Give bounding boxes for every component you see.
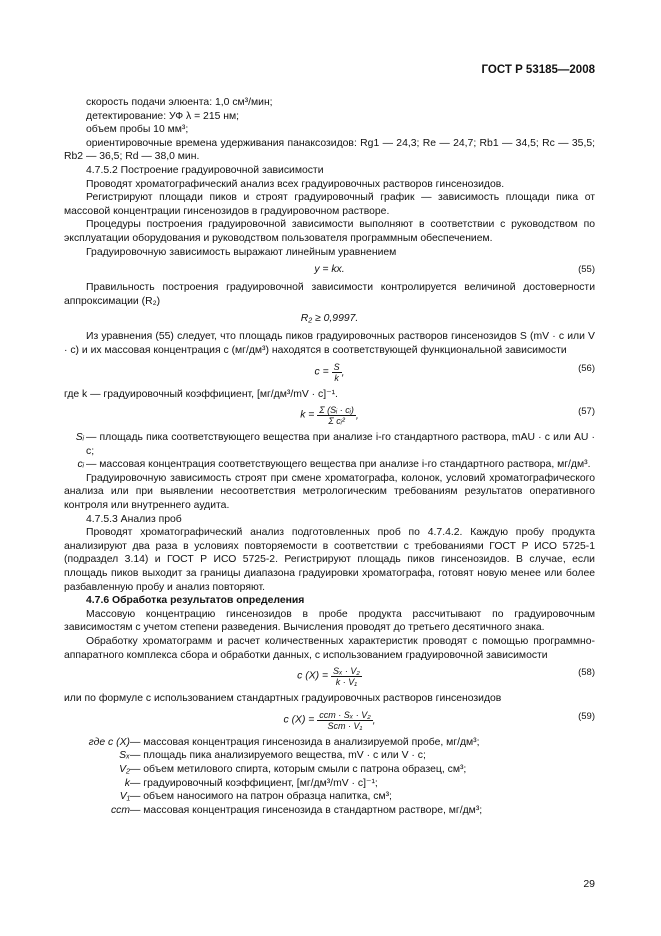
definition-si xyxy=(64,431,595,458)
where-text: — объем наносимого на патрон образца напитка, см³; xyxy=(130,791,392,803)
where-item xyxy=(64,736,595,750)
where-symbol: где c (X) xyxy=(88,736,130,748)
equation-text: R₂ ≥ 0,9997. xyxy=(300,313,359,325)
fraction xyxy=(331,666,362,687)
where-item xyxy=(64,777,595,791)
section-heading: 4.7.5.2 Построение градуировочной зависимости xyxy=(86,164,324,176)
definition-symbol: Sᵢ xyxy=(75,432,84,444)
definition-symbol: cᵢ xyxy=(77,459,84,471)
paragraph: Обработку хроматограмм и расчет количественных характеристик проводят с помощью программно-аппаратного комплекса сбора и обработки данных, с использованием градуировочной зависимости xyxy=(64,636,595,661)
document-page xyxy=(64,0,595,936)
where-symbol: Sₓ xyxy=(119,750,130,762)
paragraph: Проводят хроматографический анализ всех градуировочных растворов гинсенозидов. xyxy=(86,178,505,190)
denominator: Sст · V₁ xyxy=(327,720,363,731)
where-symbol: V₂ xyxy=(119,763,130,775)
definition-ci xyxy=(64,458,595,472)
paragraph: Градуировочную зависимость строят при смене хроматографа, колонок, условий хроматографического анализа или при выявлении несоответствия метрологическим требованиям результатов оперативного контроля или внутреннего аудита. xyxy=(64,472,595,512)
equation-number: (57) xyxy=(578,406,595,418)
denominator: k · V₁ xyxy=(335,677,358,688)
where-item xyxy=(64,749,595,763)
section-heading: 4.7.6 Обработка результатов определения xyxy=(86,595,305,607)
equation-57: k = $\frac{\text{Σ (Sᵢ · cᵢ)}}{\text{Σ cᵢ²}}$ , (57) xyxy=(300,405,595,427)
fraction xyxy=(332,362,342,383)
paragraph: Регистрируют площади пиков и строят градуировочный график — зависимость площади пика от массовой концентрации гинсенозидов в градуировочном растворе. xyxy=(64,192,595,217)
numerator: S xyxy=(333,361,340,372)
paragraph: Массовую концентрацию гинсенозидов в пробе продукта рассчитывают по градуировочным зависимостям с учетом степени разведения. Вычисления проводят до третьего десятичного знака. xyxy=(64,608,595,634)
numerator: Σ (Sᵢ · cᵢ) xyxy=(319,405,354,416)
where-text: — массовая концентрация гинсенозида в стандартном растворе, мг/дм³; xyxy=(130,804,483,816)
page-header: ГОСТ Р 53185—2008 xyxy=(481,64,595,76)
denominator: Σ cᵢ² xyxy=(328,416,345,427)
equation-56: c = $\frac{S}{k}$ , (56) xyxy=(314,361,595,383)
equation-number: (56) xyxy=(578,362,595,374)
equation-58 xyxy=(64,662,595,692)
paragraph: где k — градуировочный коэффициент, [мг/дм³/mV · c]⁻¹. xyxy=(64,388,338,400)
denominator: k xyxy=(334,372,339,383)
equation-lhs: c = xyxy=(314,366,329,378)
where-text: — объем метилового спирта, которым смыли с патрона образец, см³; xyxy=(130,763,467,775)
section-heading: 4.7.5.3 Анализ проб xyxy=(86,513,182,525)
equation-number: (58) xyxy=(578,667,595,679)
equation-tail: , xyxy=(372,715,376,727)
text-line: скорость подачи элюента: 1,0 см³/мин; xyxy=(86,97,273,108)
equation-lhs: k = xyxy=(300,409,315,421)
paragraph: Из уравнения (55) следует, что площадь пиков градуировочных растворов гинсенозидов S (mV · c или V · c) и их массовая концентрация c (мг/дм³) находятся в соответствующей функциональной зависимости xyxy=(64,331,595,356)
where-item xyxy=(64,763,595,777)
equation-59 xyxy=(64,706,595,736)
equation-r2 xyxy=(64,308,595,330)
where-item xyxy=(64,790,595,804)
document-body xyxy=(64,96,595,817)
numerator: Sₓ · V₂ xyxy=(332,666,360,677)
paragraph: Правильность построения градуировочной зависимости контролируется величиной достоверности аппроксимации (R₂) xyxy=(64,282,595,307)
paragraph: или по формуле с использованием стандартных градуировочных растворов гинсенозидов xyxy=(64,693,502,705)
definition-text: — массовая концентрация соответствующего вещества при анализе i-го стандартного раствора, мг/дм³. xyxy=(86,459,591,471)
where-symbol: V₁ xyxy=(119,791,130,803)
text-line: ориентировочные времена удерживания панаксозидов: Rg1 — 24,3; Re — 24,7; Rb1 — 34,5; Rc — 35,5; Rb2 — 36,5; Rd — 38,0 мин. xyxy=(64,137,595,163)
paragraph: Проводят хроматографический анализ подготовленных проб по 4.7.4.2. Каждую пробу продукта анализируют два раза в условиях повторяемости в соответствии с требованиями ГОСТ Р ИСО 5725-1 (подраздел 3.14) и ГОСТ Р ИСО 5725-2. Регистрируют площадь пиков гинсенозидов. В случае, если площадь пиков выходит за границы диапазона градуировки хроматографа, готовят новую менее или более разбавленную пробу и анализ повторяют. xyxy=(64,527,595,593)
where-text: — массовая концентрация гинсенозида в анализируемой пробе, мг/дм³; xyxy=(130,736,480,748)
paragraph: Процедуры построения градуировочной зависимости выполняют в соответствии с руководством по эксплуатации оборудования и руководством пользователя программным обеспечением. xyxy=(64,219,595,244)
fraction xyxy=(317,710,372,731)
where-text: — градуировочный коэффициент, [мг/дм³/mV · c]⁻¹; xyxy=(130,777,378,789)
definition-text: — площадь пика соответствующего вещества при анализе i-го стандартного раствора, mAU · c или AU · c; xyxy=(86,432,595,457)
fraction xyxy=(317,405,356,426)
text-line: детектирование: УФ λ = 215 нм; xyxy=(86,110,240,122)
paragraph: Градуировочную зависимость выражают линейным уравнением xyxy=(86,246,397,258)
where-symbol: cст xyxy=(110,804,130,816)
equation-number: (55) xyxy=(578,264,595,276)
text-line: объем пробы 10 мм³; xyxy=(86,124,189,136)
equation-text: y = kx. xyxy=(314,264,345,276)
numerator: cст · Sₓ · V₂ xyxy=(319,709,371,720)
where-symbol: k xyxy=(124,777,130,789)
equation-number: (59) xyxy=(578,710,595,722)
equation-55 xyxy=(64,259,595,281)
where-item xyxy=(64,804,595,818)
equation-lhs: c (X) = xyxy=(297,670,329,682)
page-number: 29 xyxy=(583,878,595,890)
where-text: — площадь пика анализируемого вещества, mV · c или V · c; xyxy=(130,750,426,762)
equation-lhs: c (X) = xyxy=(283,714,315,726)
